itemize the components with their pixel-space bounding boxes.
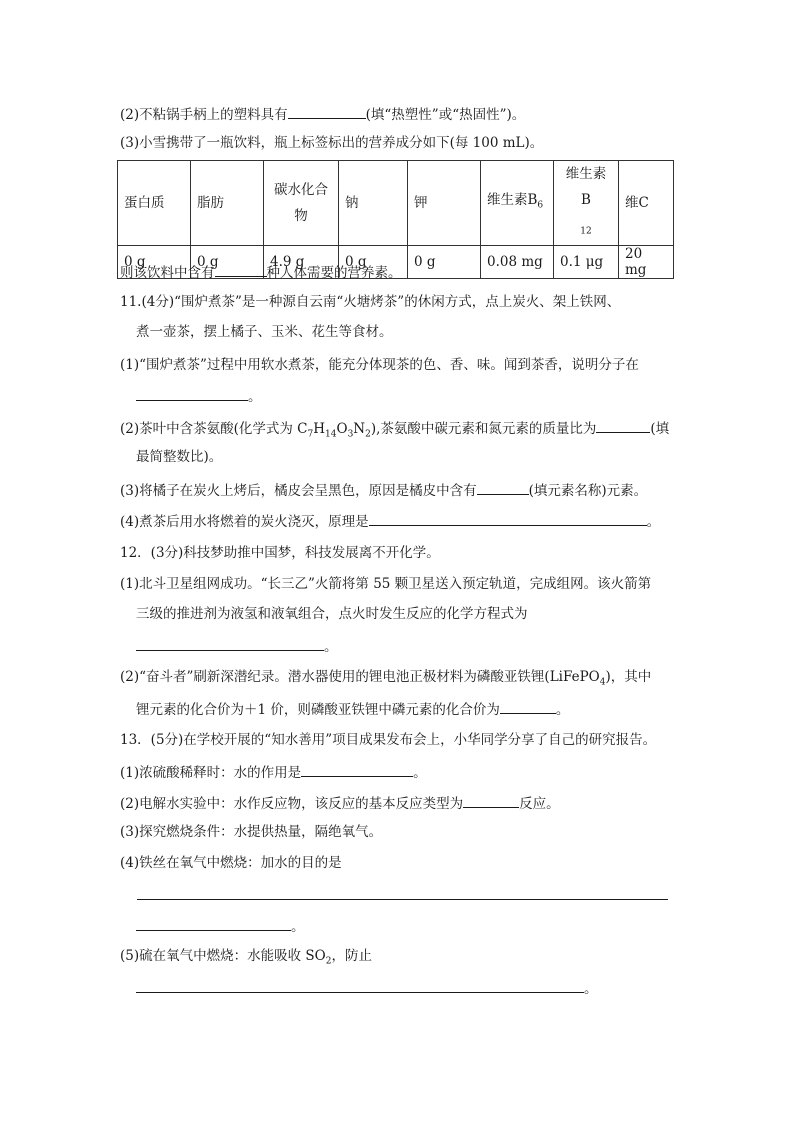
question-10-3-answer: 则该饮料中含有 种人体需要的营养素。 (120, 262, 402, 282)
table-header-cell: 钠 (339, 161, 408, 246)
question-12-1-cont: 三级的推进剂为液氢和液氧组合，点火时发生反应的化学方程式为 (136, 606, 528, 622)
question-12-1-answer: 。 (136, 636, 338, 656)
question-11-1-answer: 。 (136, 386, 262, 406)
answer-blank[interactable] (477, 480, 529, 495)
nutrition-table (117, 160, 674, 279)
question-11-stem-cont: 煮一壶茶，摆上橘子、玉米、花生等食材。 (136, 324, 393, 340)
answer-blank[interactable] (215, 262, 267, 277)
answer-blank[interactable] (301, 762, 413, 777)
question-12-1: (1)北斗卫星组网成功。“长三乙”火箭将第 55 颗卫星送入预定轨道，完成组网。该火箭第 (120, 576, 652, 592)
question-13-stem: 13．(5分)在学校开展的“知水善用”项目成果发布会上，小华同学分享了自己的研究报告。 (120, 732, 657, 748)
table-cell: 0 g (118, 245, 191, 278)
question-13-4-answer: 。 (136, 916, 305, 936)
answer-blank[interactable] (136, 386, 248, 401)
answer-blank[interactable] (596, 418, 650, 433)
question-13-2: (2)电解水实验中：水作反应物，该反应的基本反应类型为 反应。 (120, 793, 560, 813)
question-13-5: (5)硫在氧气中燃烧：水能吸收 $SO_2$，防止 (120, 948, 372, 967)
table-cell: 20 mg (619, 245, 674, 278)
question-10-2: (2)不粘锅手柄上的塑料具有 (填“热塑性”或“热固性”)。 (120, 104, 525, 124)
answer-blank-long[interactable] (137, 899, 668, 900)
answer-blank[interactable] (500, 699, 556, 714)
answer-blank[interactable] (463, 793, 519, 808)
question-11-1: (1)“围炉煮茶”过程中用软水煮茶，能充分体现茶的色、香、味。闻到茶香，说明分子在 (120, 357, 639, 373)
question-13-5-answer: 。 (136, 978, 598, 998)
question-12-2: (2)“奋斗者”刷新深潜纪录。潜水器使用的锂电池正极材料为磷酸亚铁锂(LiFePO$_4$)，其中 (120, 669, 652, 688)
table-header-cell: 钾 (408, 161, 481, 246)
answer-blank[interactable] (369, 511, 647, 526)
question-11-2-cont: 最简整数比)。 (136, 449, 223, 465)
question-10-3: (3)小雪携带了一瓶饮料，瓶上标签标出的营养成分如下(每 100 mL)。 (120, 135, 544, 151)
table-cell: 0 g (191, 245, 264, 278)
question-11-4: (4)煮茶后用水将燃着的炭火浇灭，原理是 。 (120, 511, 660, 531)
table-header-row (118, 161, 674, 246)
answer-blank[interactable] (136, 978, 584, 993)
question-12-2-cont: 锂元素的化合价为＋1 价，则磷酸亚铁锂中磷元素的化合价为 。 (136, 699, 569, 719)
table-header-cell: 蛋白质 (118, 161, 191, 246)
table-header-cell: 维生素$B_6$ (481, 161, 554, 246)
table-cell: 4.9 g (264, 245, 339, 278)
question-11-3: (3)将橘子在炭火上烤后，橘皮会呈黑色，原因是橘皮中含有 (填元素名称)元素。 (120, 480, 647, 500)
table-header-cell: 脂肪 (191, 161, 264, 246)
question-12-stem: 12．(3分)科技梦助推中国梦，科技发展离不开化学。 (120, 545, 440, 561)
question-11-stem: 11.(4分)“围炉煮茶”是一种源自云南“火塘烤茶”的休闲方式，点上炭火、架上铁网、 (120, 294, 621, 310)
question-11-2: (2)茶叶中含茶氨酸(化学式为 $C_7H_{14}O_3N_2$),茶氨酸中碳元素和氮元素的质量比为 (填 (120, 418, 669, 444)
table-cell: 0 g (408, 245, 481, 278)
table-header-cell: 维C (619, 161, 674, 246)
table-cell: 0 g (339, 245, 408, 278)
question-13-4: (4)铁丝在氧气中燃烧：加水的目的是 (120, 855, 342, 871)
table-header-cell: 碳水化合物 (264, 161, 339, 246)
table-cell: 0.1 μg (554, 245, 619, 278)
table-header-cell: 维生素$B_{12}$ (554, 161, 619, 246)
answer-blank[interactable] (288, 104, 366, 119)
answer-blank[interactable] (136, 636, 324, 651)
answer-blank[interactable] (136, 916, 291, 931)
question-13-1: (1)浓硫酸稀释时：水的作用是 。 (120, 762, 427, 782)
table-cell: 0.08 mg (481, 245, 554, 278)
question-13-3: (3)探究燃烧条件：水提供热量，隔绝氧气。 (120, 824, 383, 840)
